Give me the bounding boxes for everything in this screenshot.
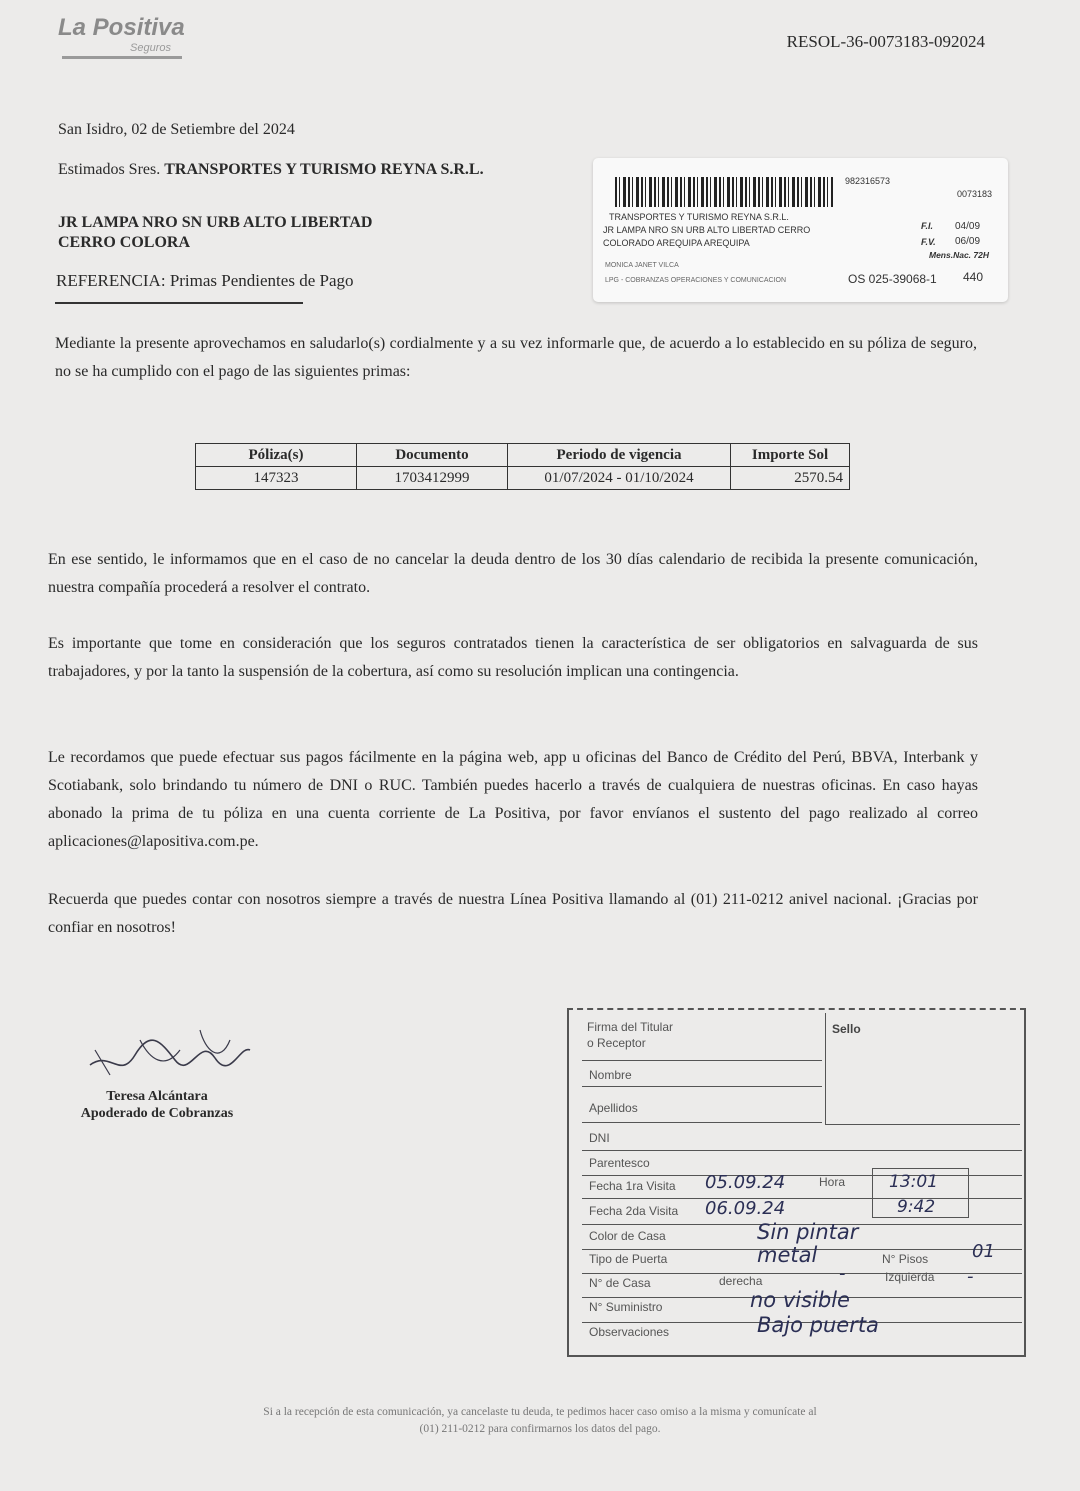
label-address-1: JR LAMPA NRO SN URB ALTO LIBERTAD CERRO bbox=[603, 225, 811, 235]
paragraph-3: Es importante que tome en consideración que los seguros contratados tienen la característica de ser obligatorios en salvaguarda de sus trabajadores, y por la tanto la suspensión de la cobertura, así como su resolución implican una contingencia. bbox=[48, 635, 978, 680]
stamp-fecha2-value: 06.09.24 bbox=[705, 1198, 786, 1219]
stamp-ncasa-label: N° de Casa bbox=[589, 1276, 651, 1290]
stamp-suministro-value: no visible bbox=[750, 1288, 850, 1312]
stamp-obs-label: Observaciones bbox=[589, 1325, 670, 1339]
label-name: TRANSPORTES Y TURISMO REYNA S.R.L. bbox=[609, 212, 789, 222]
table-cell: 2570.54 bbox=[731, 467, 850, 490]
reference-label: REFERENCIA: bbox=[56, 271, 166, 290]
reference bbox=[56, 271, 353, 291]
stamp-line bbox=[582, 1251, 1022, 1274]
label-fi-label: F.I. bbox=[921, 221, 934, 231]
paragraph-4: Le recordamos que puede efectuar sus pagos fácilmente en la página web, app u oficinas del Banco de Crédito del Perú, BBVA, Interbank y Scotiabank, solo brindando tu número de DNI o RUC. También puedes hacerlo a través de cualquiera de nuestras oficinas. En caso hayas abonado la prima de tu póliza en una cuenta corriente de La Positiva, por favor envíanos el sustento del pago realizado al correo aplicaciones@lapositiva.com.pe. bbox=[48, 749, 978, 850]
paragraph-5: Recuerda que puedes contar con nosotros siempre a través de nuestra Línea Positiva llamando al (01) 211-0212 anivel nacional. ¡Gracias por confiar en nosotros! bbox=[48, 891, 978, 936]
table-cell: 147323 bbox=[196, 467, 357, 490]
stamp-fecha1-label: Fecha 1ra Visita bbox=[589, 1179, 676, 1193]
stamp-firma-label: Firma del Titular bbox=[587, 1020, 674, 1034]
footer-line-2: (01) 211-0212 para confirmarnos los datos del pago. bbox=[419, 1423, 661, 1435]
reference-underline bbox=[55, 302, 303, 304]
recipient-address bbox=[58, 213, 372, 253]
stamp-sello-label: Sello bbox=[832, 1022, 861, 1036]
label-fi: 04/09 bbox=[955, 221, 981, 232]
table-row bbox=[196, 467, 850, 490]
stamp-divider bbox=[825, 1124, 1020, 1125]
recipient-line bbox=[58, 161, 484, 179]
stamp-fecha2-label: Fecha 2da Visita bbox=[589, 1204, 679, 1218]
stamp-puerta-value: metal bbox=[757, 1243, 818, 1267]
stamp-color-value: Sin pintar bbox=[757, 1220, 859, 1244]
stamp-izquierda-label: Izquierda bbox=[885, 1270, 935, 1284]
stamp-apellidos-label: Apellidos bbox=[589, 1101, 638, 1115]
address-line-1: JR LAMPA NRO SN URB ALTO LIBERTAD bbox=[58, 214, 373, 231]
stamp-line bbox=[582, 1100, 822, 1123]
stamp-puerta-label: Tipo de Puerta bbox=[589, 1252, 668, 1266]
barcode-number: 982316573 bbox=[845, 176, 891, 186]
label-address-2: COLORADO AREQUIPA AREQUIPA bbox=[603, 238, 750, 248]
signature-scribble bbox=[80, 1020, 260, 1090]
table-header: Documento bbox=[357, 444, 508, 467]
label-person: MONICA JANET VILCA bbox=[605, 262, 679, 269]
label-fv: 06/09 bbox=[955, 236, 981, 247]
stamp-color-label: Color de Casa bbox=[589, 1229, 666, 1243]
stamp-nombre-label: Nombre bbox=[589, 1068, 632, 1082]
table-header: Periodo de vigencia bbox=[508, 444, 731, 467]
signatory-name: Teresa Alcántara bbox=[106, 1089, 208, 1104]
stamp-suministro-label: N° Suministro bbox=[589, 1300, 663, 1314]
stamp-line bbox=[582, 1064, 822, 1087]
label-department: LPG - COBRANZAS OPERACIONES Y COMUNICACION bbox=[605, 277, 786, 284]
stamp-derecha-label: derecha bbox=[719, 1274, 763, 1288]
resolution-code: RESOL-36-0073183-092024 bbox=[786, 32, 985, 51]
logo-underline bbox=[62, 56, 182, 59]
label-mens: Mens.Nac. 72H bbox=[929, 250, 989, 260]
table-header: Póliza(s) bbox=[196, 444, 357, 467]
label-fv-label: F.V. bbox=[921, 237, 936, 247]
footer-note bbox=[150, 1404, 930, 1438]
recipient-company: TRANSPORTES Y TURISMO REYNA S.R.L. bbox=[164, 161, 484, 178]
stamp-izquierda-value: - bbox=[967, 1266, 974, 1287]
stamp-dni-label: DNI bbox=[589, 1131, 610, 1145]
stamp-fecha1-value: 05.09.24 bbox=[705, 1172, 786, 1193]
table-header-row bbox=[196, 444, 850, 467]
stamp-pisos-label: N° Pisos bbox=[882, 1252, 929, 1266]
stamp-divider bbox=[825, 1013, 826, 1125]
greeting-prefix: Estimados Sres. bbox=[58, 161, 161, 178]
stamp-line bbox=[582, 1128, 1022, 1151]
label-code: 0073183 bbox=[957, 189, 993, 199]
signatory-title: Apoderado de Cobranzas bbox=[80, 1106, 234, 1121]
address-line-2: CERRO COLORA bbox=[58, 234, 191, 251]
stamp-parentesco-label: Parentesco bbox=[589, 1156, 650, 1170]
stamp-hora1-value: 13:01 bbox=[889, 1172, 938, 1192]
date-line: San Isidro, 02 de Setiembre del 2024 bbox=[58, 121, 295, 138]
stamp-line bbox=[582, 1176, 1022, 1199]
table-cell: 01/07/2024 - 01/10/2024 bbox=[508, 467, 731, 490]
company-logo: La Positiva bbox=[58, 14, 185, 41]
stamp-line bbox=[582, 1038, 822, 1061]
delivery-stamp bbox=[567, 1008, 1027, 1358]
stamp-obs-value: Bajo puerta bbox=[757, 1313, 879, 1337]
premiums-table bbox=[195, 443, 850, 490]
footer-line-1: Si a la recepción de esta comunicación, ya cancelaste tu deuda, te pedimos hacer caso omiso a la misma y comunícate al bbox=[263, 1406, 817, 1418]
mailing-label bbox=[593, 158, 1008, 302]
stamp-hora-label: Hora bbox=[819, 1175, 846, 1189]
stamp-derecha-value: - bbox=[839, 1263, 846, 1284]
signatory bbox=[62, 1088, 252, 1122]
paragraph-2: En ese sentido, le informamos que en el caso de no cancelar la deuda dentro de los 30 días calendario de recibida la presente comunicación, nuestra compañía procederá a resolver el contrato. bbox=[48, 551, 978, 596]
stamp-hora2-value: 9:42 bbox=[897, 1197, 936, 1217]
stamp-pisos-value: 01 bbox=[972, 1241, 995, 1262]
stamp-receptor-label: o Receptor bbox=[587, 1036, 646, 1050]
label-os: OS 025-39068-1 bbox=[848, 272, 937, 286]
label-number: 440 bbox=[963, 270, 984, 284]
intro-paragraph: Mediante la presente aprovechamos en saludarlo(s) cordialmente y a su vez informarle que, de acuerdo a lo establecido en su póliza de seguro, no se ha cumplido con el pago de las siguientes primas: bbox=[55, 335, 977, 380]
table-header: Importe Sol bbox=[731, 444, 850, 467]
logo-subtitle: Seguros bbox=[130, 42, 171, 54]
reference-text: Primas Pendientes de Pago bbox=[169, 271, 354, 290]
barcode bbox=[615, 177, 833, 207]
table-cell: 1703412999 bbox=[357, 467, 508, 490]
